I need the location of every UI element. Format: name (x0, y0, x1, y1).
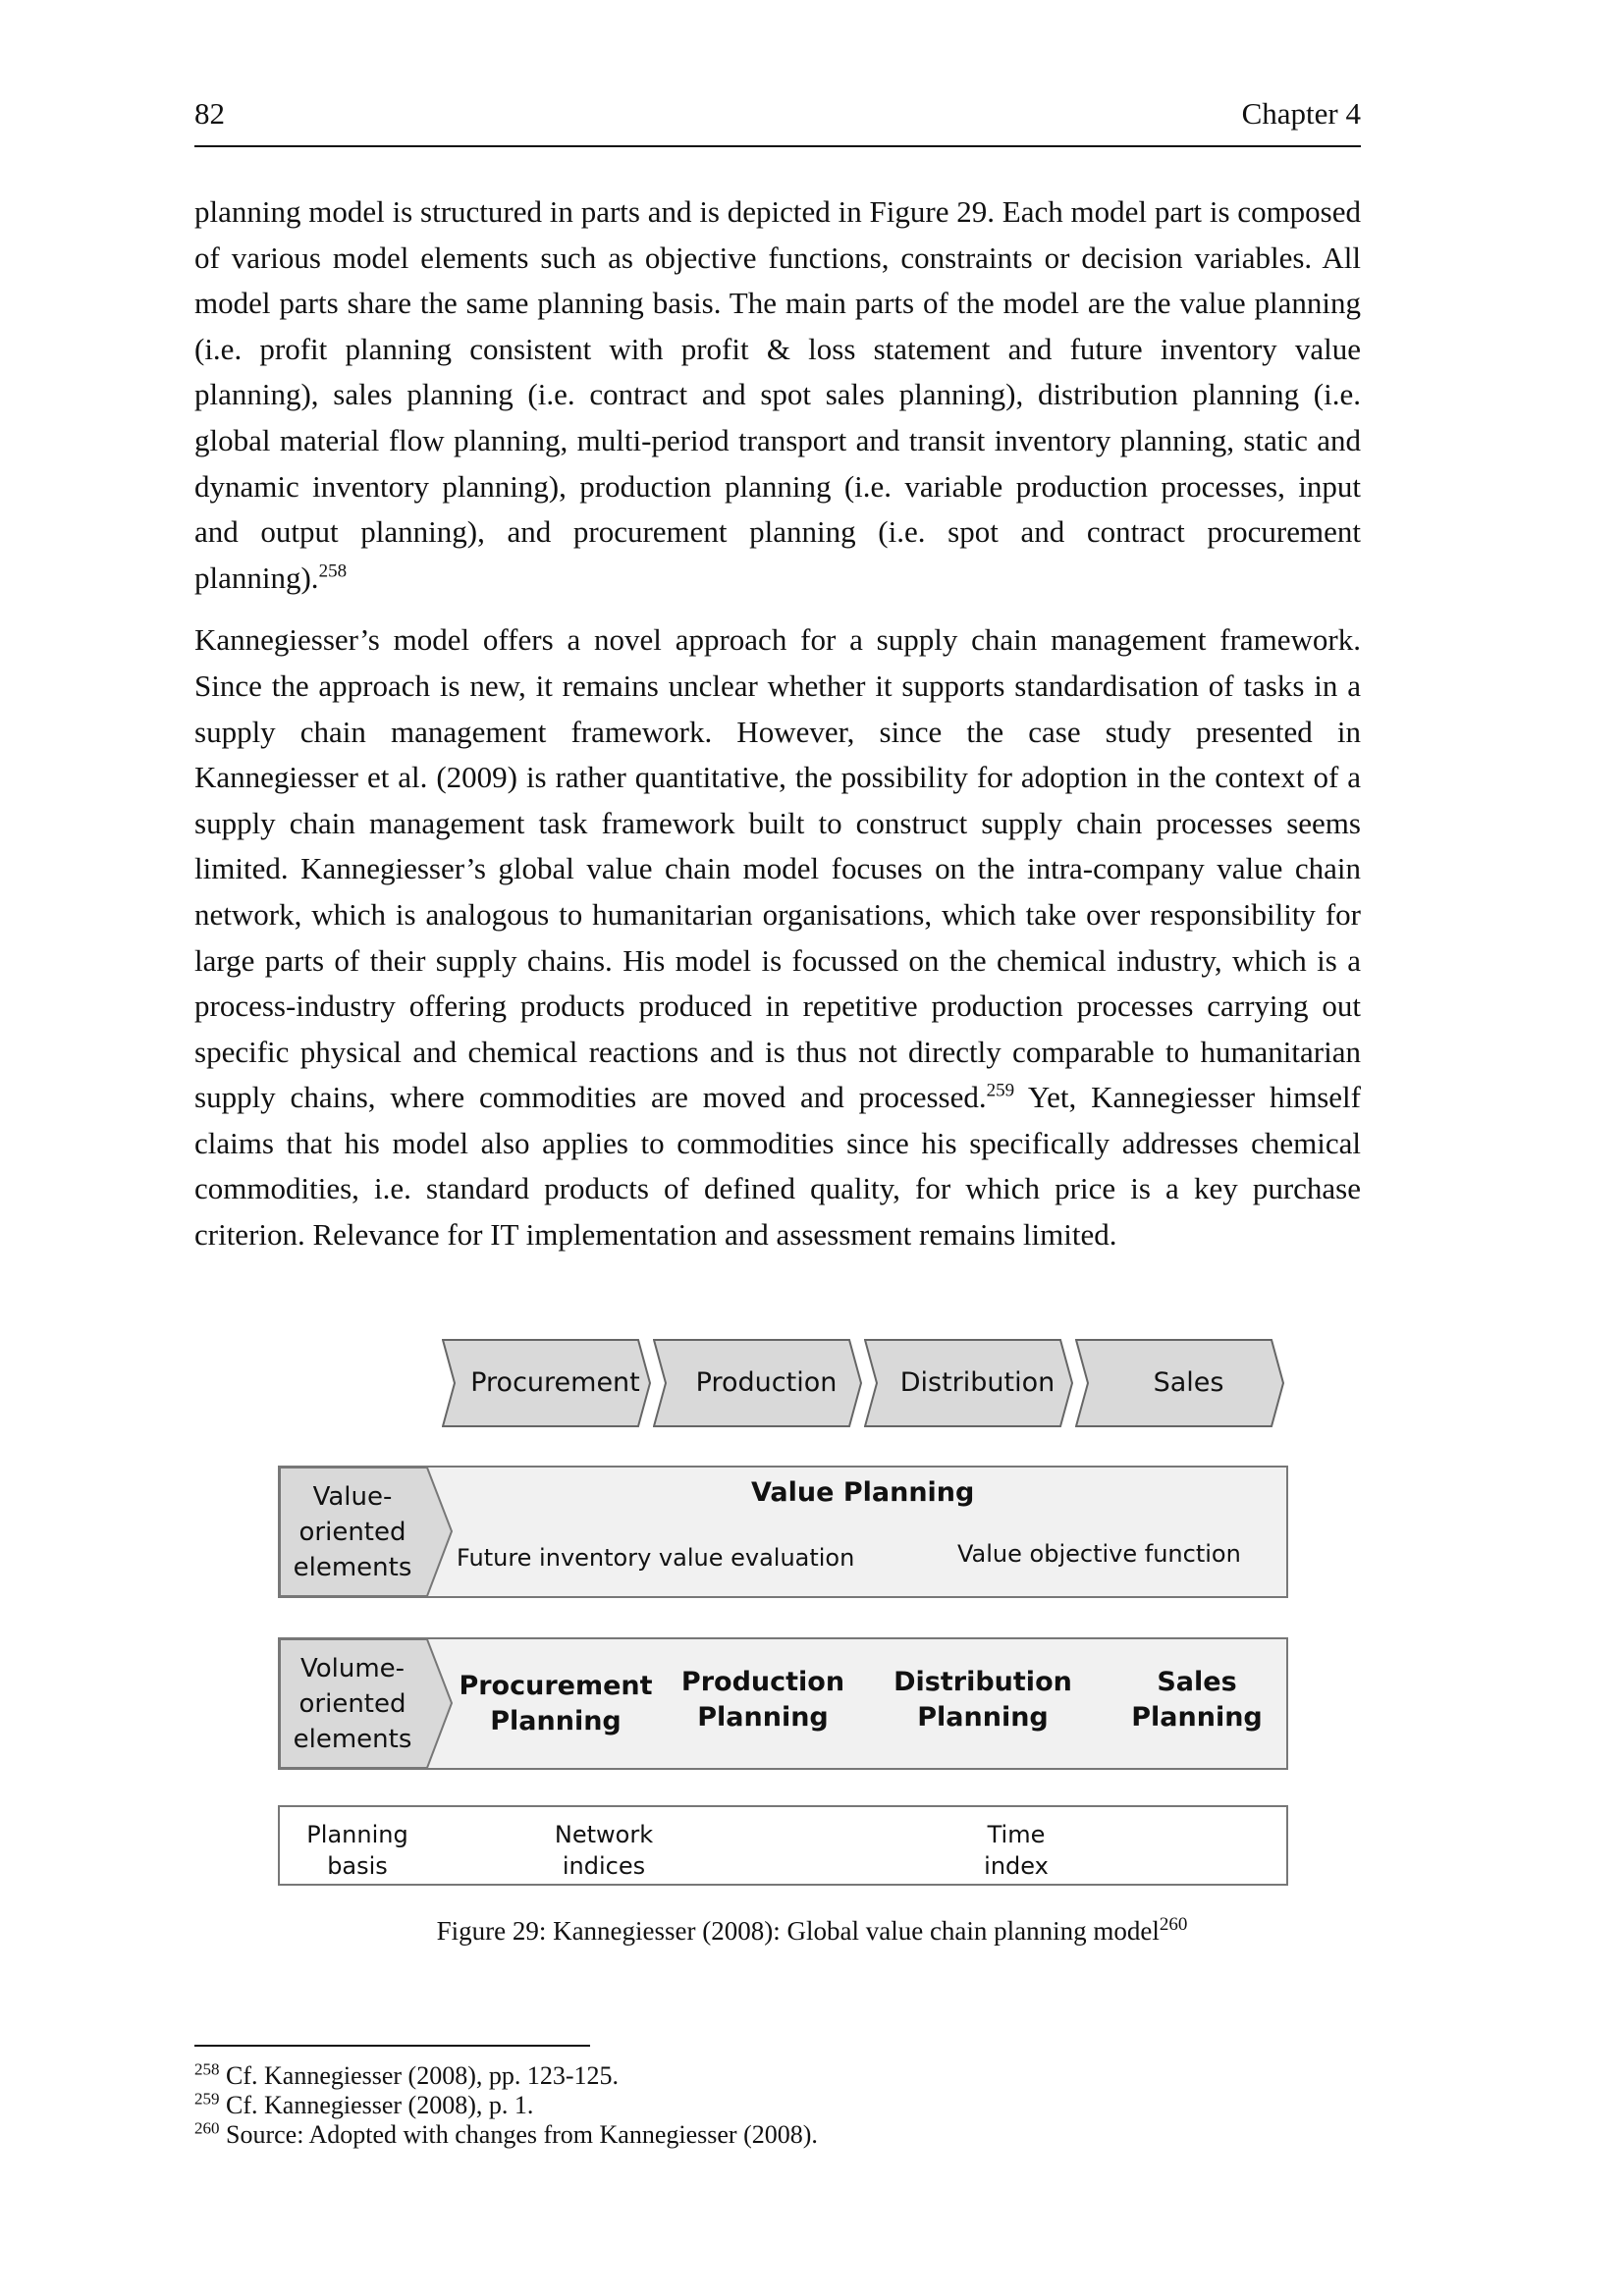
body-text (194, 189, 1361, 1258)
footnote-text: Source: Adopted with changes from Kannegiesser (2008). (226, 2120, 818, 2149)
chapter-title: Chapter 4 (1241, 96, 1361, 131)
time-index (957, 1819, 1075, 1882)
value-oriented-row (278, 1466, 1288, 1598)
footnote-divider (194, 2045, 590, 2047)
planning-line: Production (680, 1667, 845, 1697)
footnote-number: 260 (194, 2118, 220, 2138)
value-planning-title: Value Planning (751, 1477, 975, 1508)
footnote-text: Cf. Kannegiesser (2008), pp. 123-125. (226, 2061, 620, 2090)
footnote-marker[interactable]: 260 (1159, 1914, 1188, 1935)
row-label-line: oriented (298, 1518, 406, 1547)
basis-line: Network (554, 1821, 654, 1848)
network-indices (535, 1819, 673, 1882)
footnote-number: 259 (194, 2089, 220, 2109)
paragraph-text: Kannegiesser’s model offers a novel approach for a supply chain management framework. Since the approach is new, it remains unclear whether it supports standardisation of tasks in a supply chain management framework. However, since the case study presented in Kannegiesser et al. (2009) is rather quantitative, the possibility for adoption in the context of a supply chain management task framework built to construct supply chain processes seems limited. Kannegiesser’s global value chain model focuses on the intra-company value chain network, which is analogous to humanitarian organisations, which take over responsibility for large parts of their supply chains. His model is focussed on the chemical industry, which is a process-industry offering products produced in repetitive production processes carrying out specific physical and chemical reactions and is thus not directly comparable to humanitarian supply chains, where commodities are moved and processed. (194, 622, 1361, 1115)
process-step-procurement (442, 1339, 651, 1427)
planning-line: Planning (917, 1702, 1049, 1733)
planning-line: Distribution (893, 1667, 1072, 1697)
sales-planning (1099, 1665, 1295, 1735)
planning-basis-row (278, 1805, 1288, 1886)
page-header (194, 96, 1361, 147)
planning-line: Procurement (459, 1671, 653, 1701)
paragraph (194, 617, 1361, 1257)
paragraph-text: Yet, Kannegiesser himself claims that his model also applies to commodities since his specifically addresses chemical commodities, i.e. standard products of defined quality, for which price is a key purchase criterion. Relevance for IT implementation and assessment remains limited. (194, 1080, 1361, 1253)
paragraph-text: planning model is structured in parts and is depicted in Figure 29. Each model part is composed of various model elements such as objective functions, constraints or decision variables. All model parts share the same planning basis. The main parts of the model are the value planning (i.e. profit planning consistent with profit & loss statement and future inventory value planning), sales planning (i.e. contract and spot sales planning), distribution planning (i.e. global material flow planning, multi-period transport and transit inventory planning, static and dynamic inventory planning), production planning (i.e. variable production processes, input and output planning), and procurement planning (i.e. spot and contract procurement planning). (194, 194, 1361, 595)
footnote (194, 2120, 818, 2150)
production-planning (665, 1665, 861, 1735)
procurement-planning (458, 1669, 654, 1739)
planning-line: Sales (1157, 1667, 1237, 1697)
future-inventory-value-text: Future inventory value evaluation (457, 1544, 855, 1572)
planning-basis-label (280, 1819, 435, 1882)
value-objective-text: Value objective function (957, 1540, 1241, 1568)
page-number: 82 (194, 96, 225, 131)
process-step-distribution (864, 1339, 1073, 1427)
planning-line: Planning (490, 1706, 622, 1736)
process-step-label: Procurement (470, 1367, 640, 1398)
volume-oriented-row (278, 1637, 1288, 1770)
footnote (194, 2061, 818, 2091)
basis-line: basis (327, 1852, 388, 1880)
row-label-line: elements (293, 1725, 412, 1754)
planning-line: Planning (697, 1702, 829, 1733)
process-step-production (653, 1339, 862, 1427)
footnote-text: Cf. Kannegiesser (2008), p. 1. (226, 2091, 534, 2119)
process-step-sales (1075, 1339, 1284, 1427)
footnote-marker[interactable]: 259 (986, 1080, 1015, 1101)
distribution-planning (885, 1665, 1081, 1735)
footnote (194, 2091, 818, 2120)
paragraph (194, 189, 1361, 601)
row-label-line: Value- (312, 1482, 393, 1512)
process-step-label: Distribution (899, 1367, 1056, 1398)
row-label-line: Volume- (299, 1654, 406, 1683)
basis-line: index (984, 1852, 1049, 1880)
footnote-number: 258 (194, 2059, 220, 2079)
caption-text: Figure 29: Kannegiesser (2008): Global value chain planning model (436, 1916, 1160, 1946)
planning-line: Planning (1131, 1702, 1263, 1733)
footnote-marker[interactable]: 258 (318, 561, 348, 582)
row-label-line: oriented (298, 1689, 406, 1719)
row-label-line: elements (293, 1553, 412, 1582)
row-label-value (280, 1479, 425, 1585)
row-label-volume (280, 1651, 425, 1757)
basis-line: indices (562, 1852, 646, 1880)
figure-caption (0, 1916, 1624, 1947)
footnotes (194, 2061, 818, 2150)
basis-line: Time (987, 1821, 1046, 1848)
basis-line: Planning (306, 1821, 408, 1848)
process-step-label: Sales (1153, 1367, 1224, 1398)
process-step-label: Production (695, 1367, 838, 1398)
